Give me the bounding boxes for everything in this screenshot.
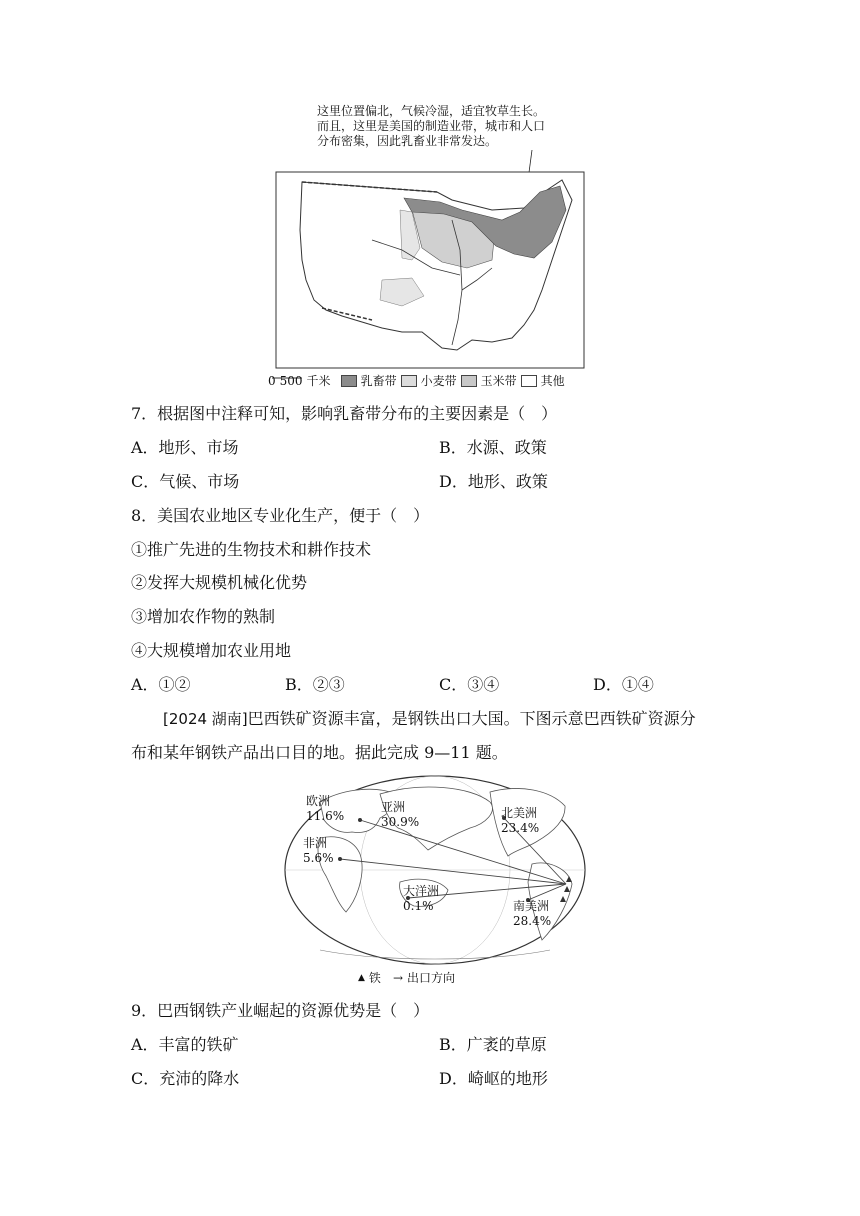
q9-option-b[interactable]: B．广袤的草原 — [439, 1035, 547, 1054]
map1-legend — [268, 372, 565, 389]
intro-line-2: 布和某年钢铁产品出口目的地。据此完成 9—11 题。 — [131, 743, 508, 762]
legend-swatch-dairy — [341, 375, 357, 387]
legend-label: 玉米带 — [480, 374, 517, 388]
legend-label: 乳畜带 — [360, 374, 397, 388]
legend-swatch-wheat — [401, 375, 417, 387]
q7-option-b[interactable]: B．水源、政策 — [439, 438, 547, 457]
q9-option-a[interactable]: A．丰富的铁矿 — [131, 1035, 239, 1054]
us-agriculture-map — [262, 150, 592, 390]
scale-unit: 千米 — [306, 374, 331, 388]
q8-item: ④大规模增加农业用地 — [131, 641, 292, 660]
q9-option-d[interactable]: D．崎岖的地形 — [439, 1069, 548, 1088]
map1-annotation — [317, 104, 545, 149]
q8-item: ①推广先进的生物技术和耕作技术 — [131, 540, 372, 559]
region-label-africa — [303, 836, 334, 866]
region-label-north-america — [501, 806, 539, 836]
q9-option-c[interactable]: C．充沛的降水 — [131, 1069, 240, 1088]
region-pct: 0.1% — [403, 899, 434, 913]
annotation-line: 这里位置偏北，气候冷湿，适宜牧草生长。 — [317, 104, 546, 118]
q8-item: ③增加农作物的熟制 — [131, 607, 276, 626]
legend-swatch-other — [521, 375, 537, 387]
region-name: 大洋洲 — [403, 884, 440, 898]
q8-option-c[interactable]: C．③④ — [439, 675, 500, 694]
q8-option-d[interactable]: D．①④ — [593, 675, 654, 694]
scale-zero: 0 — [268, 373, 276, 388]
region-pct: 23.4% — [501, 821, 540, 835]
region-name: 欧洲 — [306, 794, 331, 808]
arrow-right-icon: → — [392, 970, 403, 985]
source-tag: [2024 湖南] — [163, 710, 248, 728]
intro-line-1 — [163, 708, 696, 730]
legend-iron: 铁 — [368, 971, 381, 985]
annotation-line: 而且，这里是美国的制造业带，城市和人口 — [317, 119, 546, 133]
region-name: 非洲 — [303, 836, 328, 850]
q8-stem: 8．美国农业地区专业化生产，便于（ ） — [131, 506, 430, 525]
q7-stem: 7．根据图中注释可知，影响乳畜带分布的主要因素是（ ） — [131, 404, 558, 423]
annotation-line: 分布密集，因此乳畜业非常发达。 — [317, 134, 498, 148]
legend-label: 小麦带 — [420, 374, 457, 388]
q9-stem: 9．巴西钢铁产业崛起的资源优势是（ ） — [131, 1001, 430, 1020]
q8-option-a[interactable]: A．①② — [131, 675, 191, 694]
region-name: 亚洲 — [381, 800, 406, 814]
region-label-south-america — [513, 899, 551, 929]
region-name: 北美洲 — [501, 806, 538, 820]
intro-text: 巴西铁矿资源丰富，是钢铁出口大国。下图示意巴西铁矿资源分 — [247, 709, 696, 728]
region-name: 南美洲 — [513, 899, 550, 913]
scale-value: 500 — [279, 373, 303, 388]
legend-label: 其他 — [540, 374, 565, 388]
region-pct: 11.6% — [306, 809, 345, 823]
q7-option-c[interactable]: C．气候、市场 — [131, 472, 240, 491]
region-label-europe — [306, 794, 344, 824]
legend-swatch-corn — [461, 375, 477, 387]
region-pct: 28.4% — [513, 914, 552, 928]
iron-triangle-icon: ▲ — [358, 972, 365, 983]
legend-export: 出口方向 — [407, 971, 456, 985]
map2-legend — [358, 969, 455, 986]
region-pct: 5.6% — [303, 851, 334, 865]
q8-option-b[interactable]: B．②③ — [285, 675, 345, 694]
region-label-oceania — [403, 884, 439, 914]
q7-option-a[interactable]: A．地形、市场 — [131, 438, 239, 457]
region-pct: 30.9% — [381, 815, 420, 829]
q7-option-d[interactable]: D．地形、政策 — [439, 472, 548, 491]
q8-item: ②发挥大规模机械化优势 — [131, 573, 308, 592]
region-label-asia — [381, 800, 419, 830]
